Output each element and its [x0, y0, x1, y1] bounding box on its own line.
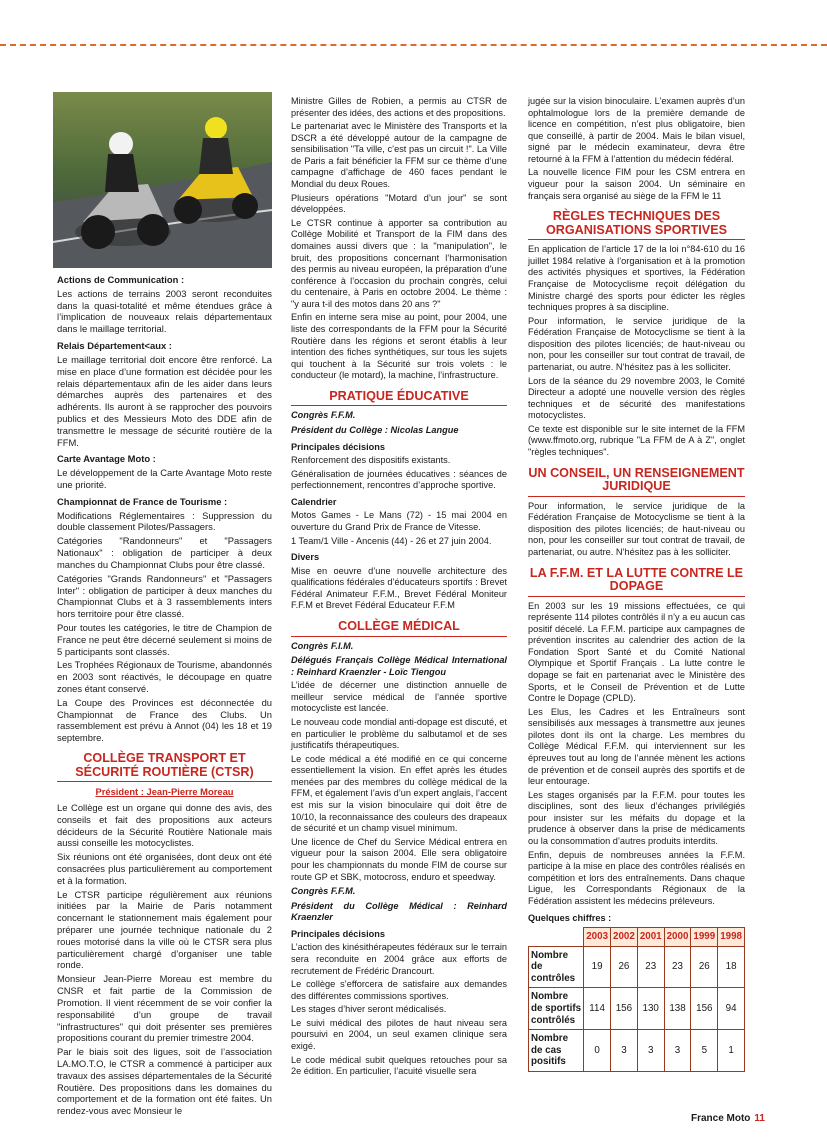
table-cell: 26: [611, 946, 638, 988]
table-year: 2002: [611, 928, 638, 947]
subheading: Congrès F.F.M.: [291, 886, 356, 897]
column-right: [528, 96, 745, 1072]
table-cell: 3: [637, 1030, 664, 1072]
section-title-regles-techniques: RÈGLES TECHNIQUES DES ORGANISATIONS SPORTIVES: [528, 210, 745, 240]
subheading: Congrès F.F.M.: [291, 410, 356, 421]
table-cell: 5: [691, 1030, 718, 1072]
heading: Divers: [291, 552, 320, 563]
paragraph: Enfin, depuis de nombreuses années la F.F.M. participe à la mise en place des contrôles réalisés en compétition et lors des entraînements. Dans chaque Ligue, les Correspondants Régionaux de la Fédération assistent les médecins préleveurs.: [528, 849, 745, 906]
paragraph: Le développement de la Carte Avantage Moto reste une priorité.: [57, 467, 272, 490]
page-number: 11: [754, 1113, 765, 1124]
table-cell: 94: [718, 988, 745, 1030]
section-title-college-medical: COLLÈGE MÉDICAL: [291, 620, 507, 637]
table-cell: 3: [664, 1030, 691, 1072]
paragraph: La nouvelle licence FIM pour les CSM entrera en vigueur pour la saison 2004. Un séminaire en français sera organisé au siège de la FFM le 11: [528, 167, 745, 201]
paragraph: Modifications Réglementaires : Suppression du double classement Pilotes/Passagers.: [57, 509, 272, 533]
paragraph: Catégories "Randonneurs" et "Passagers Nationaux" : obligation de participer à deux manches du Championnat Clubs pour être classé.: [57, 535, 272, 570]
paragraph: Par le biais soit des ligues, soit de l’association LA.MO.T.O, le CTSR a commencé à participer aux travaux des assises départementales de la Sécurité Routière. Des propositions dans les domaines du comportement et de la formation ont été faites. Un rendez-vous avec Monsieur le: [57, 1046, 272, 1117]
subheading: Président du Collège Médical : Reinhard Kraenzler: [291, 900, 507, 923]
section-title-pratique-educative: PRATIQUE ÉDUCATIVE: [291, 390, 507, 407]
table-header-row: [529, 928, 745, 947]
paragraph: Le CTSR participe régulièrement aux réunions initiées par la Mairie de Paris notamment concernant le stationnement mais également pour préparer une journée technique nationale du 2 roues motorisé dans la ville où le CTSR sera plus particulièrement chargé d’organiser une table ronde.: [57, 888, 272, 971]
table-row: [529, 946, 745, 988]
subheading: Président du Collège : Nicolas Langue: [291, 424, 459, 435]
magazine-name: France Moto: [690, 1113, 751, 1124]
column-middle: [291, 96, 507, 1080]
paragraph: Monsieur Jean-Pierre Moreau est membre du CNSR et fait partie de la Commission de Promotion. Il vient récemment de se voir confier la responsabilité d’un groupe de travail "infrastructures" qui doit présenter ses premières propositions courant du premier trimestre 2004.: [57, 973, 272, 1044]
paragraph: Le code médical a été modifié en ce qui concerne essentiellement la vision. En effet après les études menées par des membres du collège médical de la FFM, et également l’avis d’un expert anglais, l’accent est mis sur la vision binoculaire qui doit être de 10/10, la reconnaissance des couleurs des drapeaux de sécurité et un champ visuel minimum.: [291, 753, 508, 834]
paragraph: Pour toutes les catégories, le titre de Champion de France ne peut être décerné seulement si moins de 5 participants sont classés.: [57, 621, 272, 657]
column-left: [57, 92, 272, 1119]
heading: Carte Avantage Moto :: [57, 453, 156, 465]
row-label: Nombre de cas positifs: [529, 1030, 584, 1072]
paragraph: Plusieurs opérations "Motard d’un jour" se sont développées.: [291, 192, 507, 215]
paragraph: Le Collège est un organe qui donne des avis, des conseils et fait des propositions aux acteurs décideurs de la Sécurité Routière Nationale mais aussi conseille les motocyclistes.: [57, 801, 272, 849]
paragraph: Le suivi médical des pilotes de haut niveau sera poursuivi en 2004, un seul examen clinique sera exigé.: [291, 1017, 507, 1052]
row-label: Nombre de sportifs contrôlés: [529, 988, 584, 1030]
paragraph: Le partenariat avec le Ministère des Transports et la DSCR a été développé autour de la campagne de sensibilisation "Ta ville, c’est pas un circuit !". La Ville de Paris a fait bénéficier la FFM sur ce thème d’une campagne d’affichage de 460 faces pendant le Mondial du deux Roues.: [291, 121, 507, 190]
paragraph: jugée sur la vision binoculaire. L’examen auprès d’un ophtalmologue lors de la première demande de licence en compétition, n’est plus obligatoire, bien que conseillé, à partir de 2004. Mais le bilan visuel, signé par le médecin examinateur, devra être retourné à la FFM à l’attention du médecin fédéral.: [528, 96, 745, 164]
paragraph: L’idée de décerner une distinction annuelle de meilleur service médical de l’année sportive motocycliste est lancée.: [291, 680, 507, 714]
motorcycle-riders-image: [53, 92, 272, 268]
table-cell: 26: [691, 946, 718, 988]
paragraph: Renforcement des dispositifs existants.: [291, 455, 451, 466]
table-cell: 156: [611, 988, 638, 1030]
table-year: 2003: [584, 928, 611, 947]
paragraph: L’action des kinésithérapeutes fédéraux sur le terrain sera reconduite en 2004 grâce aux efforts de recrutement de Frédéric Drancourt.: [291, 942, 507, 976]
table-cell: 18: [718, 946, 745, 988]
table-cell: 1: [718, 1030, 745, 1072]
paragraph: En application de l’article 17 de la loi n°84-610 du 16 juillet 1984 relative à l’organisation et à la promotion des activités physiques et sportives, la Fédération Française de Motocyclisme reçoit délégation du Ministre chargé des sports pour édicter les règles techniques propres à sa discipline.: [528, 244, 745, 313]
paragraph: Le collège s’efforcera de satisfaire aux demandes des différentes commissions sportives.: [291, 979, 507, 1001]
paragraph: Pour information, le service juridique de la Fédération Française de Motocyclisme se tient à la disposition des pilotes licenciés; de haut-niveau ou non, pour les conseiller sur tout contrat de travail, de partenariat, ou autre. N’hésitez pas à les solliciter.: [528, 500, 745, 557]
paragraph: Mise en oeuvre d’une nouvelle architecture des qualifications fédérales d’éducateurs sportifs : Brevet Fédéral Animateur F.F.M., Brevet Fédéral Moniteur F.F.M et Brevet Fédéral Educateur F.F.M: [291, 565, 507, 611]
statistics-table: [528, 927, 745, 1072]
table-cell: 114: [584, 988, 611, 1030]
heading: Principales décisions: [291, 441, 385, 452]
row-label: Nombre de contrôles: [529, 946, 584, 988]
section-title-lutte-dopage: LA F.F.M. ET LA LUTTE CONTRE LE DOPAGE: [528, 567, 745, 597]
heading: Championnat de France de Tourisme :: [57, 495, 228, 507]
heading: Quelques chiffres :: [528, 912, 612, 923]
paragraph: Motos Games - Le Mans (72) - 15 mai 2004 en ouverture du Grand Prix de France de Vitesse.: [291, 510, 507, 532]
table-cell: 130: [637, 988, 664, 1030]
paragraph: Le maillage territorial doit encore être renforcé. La mise en place d’une formation est décidée pour les relais départementaux afin de les aider dans leurs démarches auprès des partenaires et des adhérents. Ils auront à se rapprocher des pouvoirs publics et des Messieurs Moto des DDE afin de transmettre le message de sécurité routière de la FFM.: [57, 353, 272, 448]
paragraph: Le CTSR continue à apporter sa contribution au Collège Mobilité et Transport de la FIM dans des domaines aussi divers que : la "manipulation", le bruit, des propositions concernant l’harmonisation des permis au niveau européen, la préparation d’une conférence à l’occasion du prochain congrès, celui du centenaire, à Paris en octobre 2004. Le thème : "y aura t-il des motos dans 20 ans ?": [291, 217, 507, 309]
paragraph: Une licence de Chef du Service Médical entrera en vigueur pour la saison 2004. Elle sera obligatoire pour les championnats du monde FIM de course sur route GP et SBK, motocross, enduro et speedway.: [291, 836, 507, 882]
table-cell: 19: [584, 946, 611, 988]
heading: Relais Département<aux :: [57, 340, 172, 352]
table-cell: 138: [664, 988, 691, 1030]
table-year: 2001: [637, 928, 664, 947]
section-title-ctsr: COLLÈGE TRANSPORT ET SÉCURITÉ ROUTIÈRE (CTSR): [57, 752, 272, 782]
paragraph: 1 Team/1 Ville - Ancenis (44) - 26 et 27 juin 2004.: [291, 535, 492, 546]
paragraph: Les stages organisés par la F.F.M. pour toutes les disciplines, sont des lieux d’échanges privilégiés pour insister sur les méfaits du dopage et la prudence à observer dans la prise de médicaments ou la consommation d’autres produits interdits.: [528, 789, 745, 847]
subheading: Congrès F.I.M.: [291, 640, 354, 651]
paragraph: Six réunions ont été organisées, dont deux ont été consacrées plus particulièrement au comportement et à la formation.: [57, 851, 272, 886]
heading: Actions de Communication :: [57, 274, 185, 285]
paragraph: Ministre Gilles de Robien, a permis au CTSR de présenter des idées, des actions et des propositions.: [291, 96, 507, 118]
page-footer: [691, 1113, 765, 1124]
heading: Calendrier: [291, 496, 337, 507]
paragraph: Le nouveau code mondial anti-dopage est discuté, et en particulier le problème du salbutamol et de ses justificatifs thérapeutiques.: [291, 717, 507, 751]
section-subtitle: Président : Jean-Pierre Moreau: [95, 786, 234, 798]
paragraph: La Coupe des Provinces est déconnectée du Championnat de France des Clubs. Un rassemblement est prévu à Annot (04) les 18 et 19 septembre.: [57, 696, 272, 744]
paragraph: Lors de la séance du 29 novembre 2003, le Comité Directeur a adopté une nouvelle version des règles techniques et de sécurité des manifestations motocyclistes.: [528, 375, 745, 421]
table-corner: [529, 928, 584, 947]
paragraph: Les actions de terrains 2003 seront reconduites dans la quasi-totalité et même étendues grâce à l’implication de nouveaux relais départementaux dans le maillage territorial.: [57, 287, 272, 335]
subheading: Délégués Français Collège Médical International : Reinhard Kraenzler - Loïc Tiengou: [291, 655, 507, 677]
table-year: 1998: [718, 928, 745, 947]
table-cell: 3: [611, 1030, 638, 1072]
paragraph: Catégories "Grands Randonneurs" et "Passagers Inter" : obligation de participer à deux manches du Championnat Clubs et à 3 rassemblements inters hors territoire pour être classé.: [57, 572, 272, 620]
paragraph: Le code médical subit quelques retouches pour sa 2e édition. En particulier, l’acuité visuelle sera: [291, 1054, 507, 1077]
top-dashed-rule: [0, 44, 827, 46]
table-year: 2000: [664, 928, 691, 947]
section-title-conseil-juridique: UN CONSEIL, UN RENSEIGNEMENT JURIDIQUE: [528, 467, 745, 497]
table-cell: 0: [584, 1030, 611, 1072]
table-year: 1999: [691, 928, 718, 947]
paragraph: Ce texte est disponible sur le site internet de la FFM (www.ffmoto.org, rubrique "La FFM de A à Z", onglet "règles techniques".: [528, 423, 745, 458]
paragraph: Les stages d’hiver seront médicalisés.: [291, 1004, 447, 1015]
heading: Principales décisions: [291, 928, 385, 939]
table-row: [529, 988, 745, 1030]
table-cell: 156: [691, 988, 718, 1030]
paragraph: Les Elus, les Cadres et les Entraîneurs sont sensibilisés aux messages à transmettre aux jeunes pilotes dont ils ont la charge. Les membres du Collège Médical F.F.M. qui interviennent sur les épreuves tout au long de l’année mènent les actions de prévention et de conseil auprès des sportifs et de leur entourage.: [528, 706, 745, 787]
table-row: [529, 1030, 745, 1072]
paragraph: Les Trophées Régionaux de Tourisme, abandonnés en 2003 sont réactivés, le découpage en quatre zones étant conservé.: [57, 659, 272, 694]
table-cell: 23: [664, 946, 691, 988]
motorcycle-photo: [53, 92, 272, 268]
paragraph: En 2003 sur les 19 missions effectuées, ce qui représente 114 pilotes contrôlés il n’y a eu aucun cas positif décelé. La F.F.M. participe aux campagnes de prévention inscrites au calendrier des action de la Fondation Sport Santé et du Comité National Olympique et Sportif Français . La lutte contre le dopage se fait en partenariat avec le Ministère des Sports, et le Conseil de Prévention et de Lutte Contre le Dopage (CPLD).: [528, 600, 745, 704]
table-cell: 23: [637, 946, 664, 988]
paragraph: Généralisation de journées éducatives : séances de perfectionnement, rencontres d’approche sportive.: [291, 468, 507, 491]
paragraph: Pour information, le service juridique de la Fédération Française de Motocyclisme se tient à la disposition des pilotes licenciés; de haut-niveau ou non, pour les conseiller sur tout contrat de travail, de partenariat, ou autre. N’hésitez pas à les solliciter.: [528, 315, 745, 372]
paragraph: Enfin en interne sera mise au point, pour 2004, une liste des correspondants de la FFM pour la Sécurité Routière dans les régions et seront établis à leur intention des fiches synthétiques, sur tous les sujets qui touchent à la Sécurité sur trois volets : le conducteur (le motard), la machine, l’infrastructure.: [291, 312, 507, 381]
